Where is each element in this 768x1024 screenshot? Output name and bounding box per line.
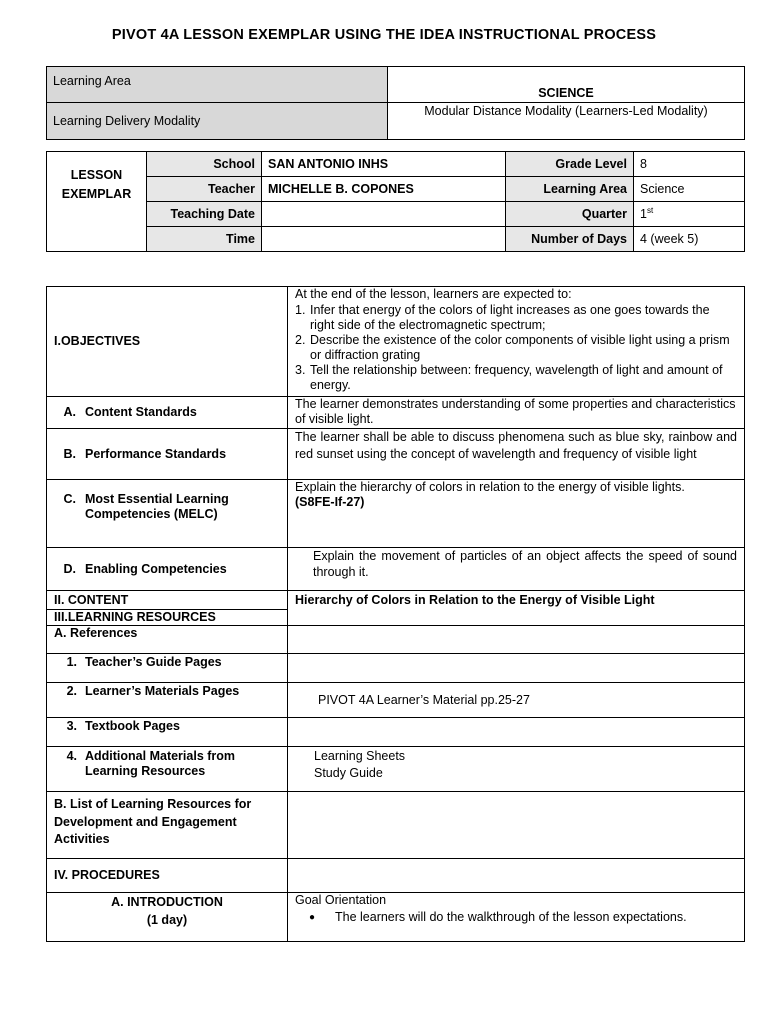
enabling-competencies-label: D. Enabling Competencies <box>47 548 288 591</box>
teachers-guide-label: 1. Teacher’s Guide Pages <box>47 654 288 683</box>
teachers-guide-value <box>288 654 745 683</box>
teacher-label: Teacher <box>147 177 262 202</box>
references-value <box>288 626 745 654</box>
grade-level-value: 8 <box>634 152 745 177</box>
additional-materials-value: Learning Sheets Study Guide <box>288 747 745 792</box>
objectives-list <box>295 303 737 393</box>
additional-materials-label: 4. Additional Materials from Learning Resources <box>47 747 288 792</box>
content-label: II. CONTENT <box>47 591 288 610</box>
learning-area-label: Learning Area <box>47 67 388 103</box>
introduction-content <box>288 893 745 942</box>
lesson-exemplar-label: LESSON EXEMPLAR <box>47 152 147 252</box>
melc-value: Explain the hierarchy of colors in relation to the energy of visible lights. (S8FE-If-27) <box>288 480 745 548</box>
objective-item: 2. Describe the existence of the color components of visible light using a prism or diffraction grating <box>295 333 730 362</box>
school-value: SAN ANTONIO INHS <box>262 152 506 177</box>
number-of-days-value: 4 (week 5) <box>634 227 745 252</box>
school-label: School <box>147 152 262 177</box>
textbook-pages-label: 3. Textbook Pages <box>47 718 288 747</box>
melc-code: (S8FE-If-27) <box>295 495 365 509</box>
info-learning-area-label: Learning Area <box>506 177 634 202</box>
teacher-value: MICHELLE B. COPONES <box>262 177 506 202</box>
list-of-learning-resources-label: B. List of Learning Resources for Development and Engagement Activities <box>47 792 288 859</box>
quarter-value: 1st <box>634 202 745 227</box>
number-of-days-label: Number of Days <box>506 227 634 252</box>
list-item: ● The learners will do the walkthrough of the lesson expectations. <box>335 910 737 925</box>
enabling-competencies-value: Explain the movement of particles of an object affects the speed of sound through it. <box>288 548 745 591</box>
page-title: PIVOT 4A LESSON EXEMPLAR USING THE IDEA INSTRUCTIONAL PROCESS <box>111 27 657 43</box>
time-label: Time <box>147 227 262 252</box>
time-value <box>262 227 506 252</box>
learners-materials-value: PIVOT 4A Learner’s Material pp.25-27 <box>288 683 745 718</box>
content-standards-value: The learner demonstrates understanding of some properties and characteristics of visible light. <box>288 397 745 429</box>
learning-resources-label: III.LEARNING RESOURCES <box>47 610 288 626</box>
procedures-label: IV. PROCEDURES <box>47 859 288 893</box>
introduction-label: A. INTRODUCTION (1 day) <box>47 893 288 942</box>
objectives-content <box>288 287 745 397</box>
performance-standards-value: The learner shall be able to discuss phenomena such as blue sky, rainbow and red sunset using the concept of wavelength and frequency of visible light <box>288 429 745 480</box>
grade-level-label: Grade Level <box>506 152 634 177</box>
content-standards-label: A. Content Standards <box>47 397 288 429</box>
goal-orientation-label: Goal Orientation <box>295 893 387 907</box>
objective-item: 1. Infer that energy of the colors of light increases as one goes towards the right side of the electromagnetic spectrum; <box>295 303 710 332</box>
learners-materials-label: 2. Learner’s Materials Pages <box>47 683 288 718</box>
references-label: A. References <box>47 626 288 654</box>
teaching-date-value <box>262 202 506 227</box>
learning-area-value: SCIENCE <box>388 67 745 103</box>
objectives-intro: At the end of the lesson, learners are expected to: <box>295 287 572 301</box>
lesson-info-table <box>46 151 745 252</box>
objectives-label: I.OBJECTIVES <box>47 287 288 397</box>
teaching-date-label: Teaching Date <box>147 202 262 227</box>
info-learning-area-value: Science <box>634 177 745 202</box>
content-value: Hierarchy of Colors in Relation to the Energy of Visible Light <box>288 591 745 626</box>
lesson-plan-table <box>46 286 745 942</box>
performance-standards-label: B. Performance Standards <box>47 429 288 480</box>
melc-label: C. Most Essential Learning Competencies (MELC) <box>47 480 288 548</box>
delivery-modality-label: Learning Delivery Modality <box>47 103 388 140</box>
quarter-label: Quarter <box>506 202 634 227</box>
introduction-bullets <box>295 910 737 925</box>
objective-item: 3. Tell the relationship between: frequency, wavelength of light and amount of energy. <box>295 363 723 392</box>
delivery-modality-value: Modular Distance Modality (Learners-Led Modality) <box>388 103 745 140</box>
procedures-value <box>288 859 745 893</box>
textbook-pages-value <box>288 718 745 747</box>
list-of-learning-resources-value <box>288 792 745 859</box>
learning-area-table <box>46 66 745 140</box>
